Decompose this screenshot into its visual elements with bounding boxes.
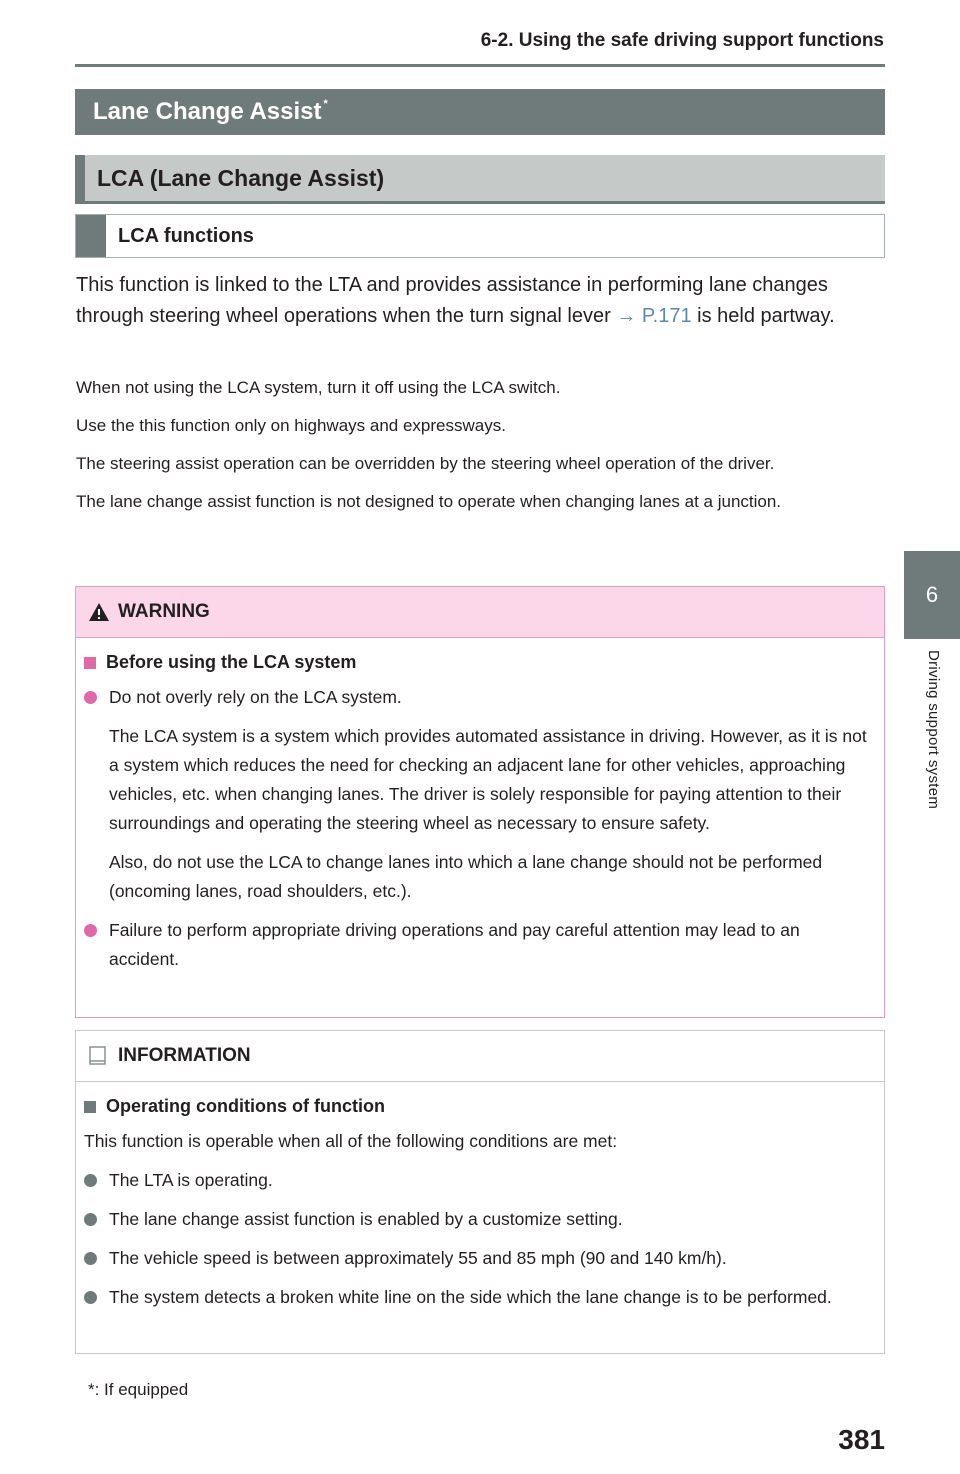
square-bullet-icon xyxy=(84,1101,96,1113)
title-asterisk: * xyxy=(323,98,328,110)
intro-text-end: is held partway. xyxy=(691,305,835,327)
arrow-icon: → xyxy=(616,305,637,327)
footnote: *: If equipped xyxy=(88,1380,189,1399)
subsection-title: LCA functions xyxy=(118,224,254,247)
subtitle: LCA (Lane Change Assist) xyxy=(97,164,385,191)
note-4: The lane change assist function is not designed to operate when changing lanes at a junction. xyxy=(76,492,782,511)
information-item-1 xyxy=(84,1166,872,1195)
subsection-accent xyxy=(76,215,106,257)
warning-heading-text: Before using the LCA system xyxy=(106,652,357,672)
note-1: When not using the LCA system, turn it off using the LCA switch. xyxy=(76,378,561,397)
information-item-4 xyxy=(84,1283,872,1312)
header-section-title: 6-2. Using the safe driving support functions xyxy=(480,30,884,51)
bullet-dot-icon xyxy=(84,1252,97,1265)
warning-heading xyxy=(84,652,872,673)
warning-box xyxy=(75,586,885,1018)
note-2: Use the this function only on highways and expressways. xyxy=(76,416,506,435)
information-item-2-text: The lane change assist function is enabled by a customize setting. xyxy=(109,1209,623,1229)
bullet-dot-icon xyxy=(84,1174,97,1187)
section-title-bar xyxy=(75,89,885,135)
information-heading xyxy=(84,1096,872,1117)
subsection-bar xyxy=(75,214,885,258)
warning-paragraph-1: The LCA system is a system which provides automated assistance in driving. However, as it is not a system which reduces the need for checking an adjacent lane for other vehicles, approaching vehicles, etc. when changing lanes. The driver is solely responsible for paying attention to their surroundings and operating the steering wheel as necessary to ensure safety. xyxy=(109,726,867,833)
warning-bullet-1-text: Do not overly rely on the LCA system. xyxy=(109,687,402,707)
information-heading-text: Operating conditions of function xyxy=(106,1096,385,1116)
chapter-number: 6 xyxy=(925,582,939,607)
warning-triangle-icon xyxy=(88,602,110,622)
information-item-1-text: The LTA is operating. xyxy=(109,1170,273,1190)
information-label: INFORMATION xyxy=(118,1045,251,1066)
warning-bullet-2-text: Failure to perform appropriate driving operations and pay careful attention may lead to an accident. xyxy=(109,920,800,969)
chapter-tab xyxy=(904,551,960,639)
information-item-3-text: The vehicle speed is between approximately 55 and 85 mph (90 and 140 km/h). xyxy=(109,1248,727,1268)
intro-text: This function is linked to the LTA and provides assistance in performing lane changes through steering wheel operations when the turn signal lever xyxy=(76,274,828,327)
information-item-3 xyxy=(84,1244,872,1273)
information-box xyxy=(75,1030,885,1354)
note-3: The steering assist operation can be overridden by the steering wheel operation of the driver. xyxy=(76,454,775,473)
warning-header xyxy=(76,587,884,638)
warning-paragraph-2: Also, do not use the LCA to change lanes into which a lane change should not be performed (oncoming lanes, road shoulders, etc.). xyxy=(109,852,823,901)
note-icon xyxy=(88,1045,108,1067)
subtitle-accent xyxy=(75,155,85,201)
page-number: 381 xyxy=(838,1424,885,1455)
warning-body xyxy=(76,638,884,974)
notes-block xyxy=(76,374,876,516)
bullet-dot-icon xyxy=(84,1213,97,1226)
information-item-2 xyxy=(84,1205,872,1234)
information-item-4-text: The system detects a broken white line on the side which the lane change is to be performed. xyxy=(109,1287,832,1307)
chapter-label: Driving support system xyxy=(925,650,942,810)
page-reference-link[interactable]: P.171 xyxy=(641,305,692,327)
warning-bullet-2 xyxy=(84,916,872,974)
bullet-dot-icon xyxy=(84,1291,97,1304)
header-rule xyxy=(75,64,885,67)
bullet-dot-icon xyxy=(84,691,97,704)
bullet-dot-icon xyxy=(84,924,97,937)
information-lead: This function is operable when all of the following conditions are met: xyxy=(84,1131,618,1151)
subtitle-bar xyxy=(75,155,885,204)
information-body xyxy=(76,1082,884,1312)
warning-bullet-1 xyxy=(84,683,872,712)
warning-label: WARNING xyxy=(118,601,210,622)
square-bullet-icon xyxy=(84,657,96,669)
information-header xyxy=(76,1031,884,1082)
intro-paragraph xyxy=(76,270,876,332)
section-title: Lane Change Assist xyxy=(93,98,322,125)
